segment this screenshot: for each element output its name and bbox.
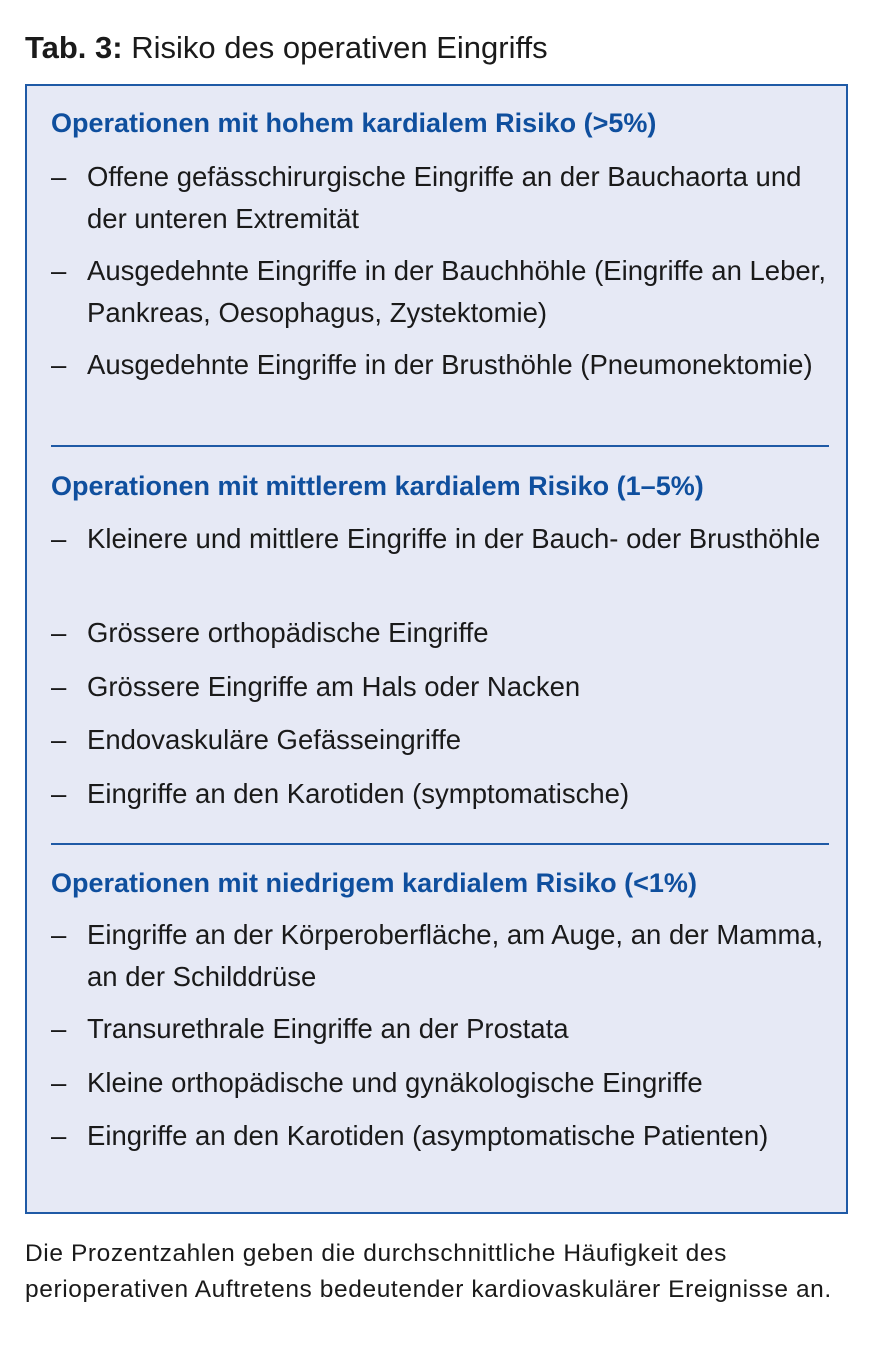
- list-item: [51, 156, 831, 240]
- list-item-text: Endovaskuläre Gefässeingriffe: [87, 724, 462, 755]
- list-item: [51, 344, 831, 386]
- list-item-text: Eingriffe an den Karotiden (asymptomatische Patienten): [87, 1120, 769, 1151]
- list-item-text: Grössere orthopädische Eingriffe: [87, 617, 489, 648]
- dash-bullet: –: [51, 255, 67, 286]
- dash-bullet: –: [51, 1120, 67, 1151]
- risk-table-box: [25, 84, 848, 1214]
- dash-bullet: –: [51, 349, 67, 380]
- list-item: [51, 1008, 831, 1050]
- dash-bullet: –: [51, 1013, 67, 1044]
- dash-bullet: –: [51, 161, 67, 192]
- list-item: [51, 719, 831, 761]
- list-item: [51, 773, 831, 815]
- list-item-text: Eingriffe an der Körperoberfläche, am Auge, an der Mamma, an der Schilddrüse: [87, 919, 824, 992]
- list-item-text: Grössere Eingriffe am Hals oder Nacken: [87, 671, 581, 702]
- table-caption: [25, 28, 548, 68]
- list-item-text: Ausgedehnte Eingriffe in der Bauchhöhle (Eingriffe an Leber, Pankreas, Oesophagus, Zystektomie): [87, 255, 826, 328]
- list-item: [51, 1062, 831, 1104]
- dash-bullet: –: [51, 671, 67, 702]
- list-item: [51, 666, 831, 708]
- dash-bullet: –: [51, 523, 67, 554]
- list-item: [51, 250, 831, 334]
- list-item-text: Eingriffe an den Karotiden (symptomatische): [87, 778, 630, 809]
- table-footnote: Die Prozentzahlen geben die durchschnittliche Häufigkeit des perioperativen Auftretens bedeutender kardiovaskulärer Ereignisse an.: [25, 1240, 832, 1303]
- dash-bullet: –: [51, 724, 67, 755]
- list-item-text: Transurethrale Eingriffe an der Prostata: [87, 1013, 569, 1044]
- list-item: [51, 914, 831, 998]
- list-item-text: Ausgedehnte Eingriffe in der Brusthöhle (Pneumonektomie): [87, 349, 813, 380]
- list-item: [51, 1115, 831, 1157]
- section-divider: [51, 843, 829, 845]
- dash-bullet: –: [51, 617, 67, 648]
- dash-bullet: –: [51, 919, 67, 950]
- section-heading-low-risk: Operationen mit niedrigem kardialem Risiko (<1%): [51, 868, 697, 898]
- list-item: [51, 518, 831, 560]
- list-item-text: Kleine orthopädische und gynäkologische Eingriffe: [87, 1067, 703, 1098]
- list-item-text: Kleinere und mittlere Eingriffe in der Bauch- oder Brusthöhle: [87, 523, 821, 554]
- list-item-text: Offene gefässchirurgische Eingriffe an der Bauchaorta und der unteren Extremität: [87, 161, 802, 234]
- section-divider: [51, 445, 829, 447]
- section-heading-medium-risk: Operationen mit mittlerem kardialem Risiko (1–5%): [51, 471, 704, 501]
- section-heading-high-risk: Operationen mit hohem kardialem Risiko (>5%): [51, 108, 657, 138]
- dash-bullet: –: [51, 1067, 67, 1098]
- list-item: [51, 612, 831, 654]
- table-title: Risiko des operativen Eingriffs: [131, 30, 548, 65]
- table-label: Tab. 3:: [25, 30, 123, 65]
- dash-bullet: –: [51, 778, 67, 809]
